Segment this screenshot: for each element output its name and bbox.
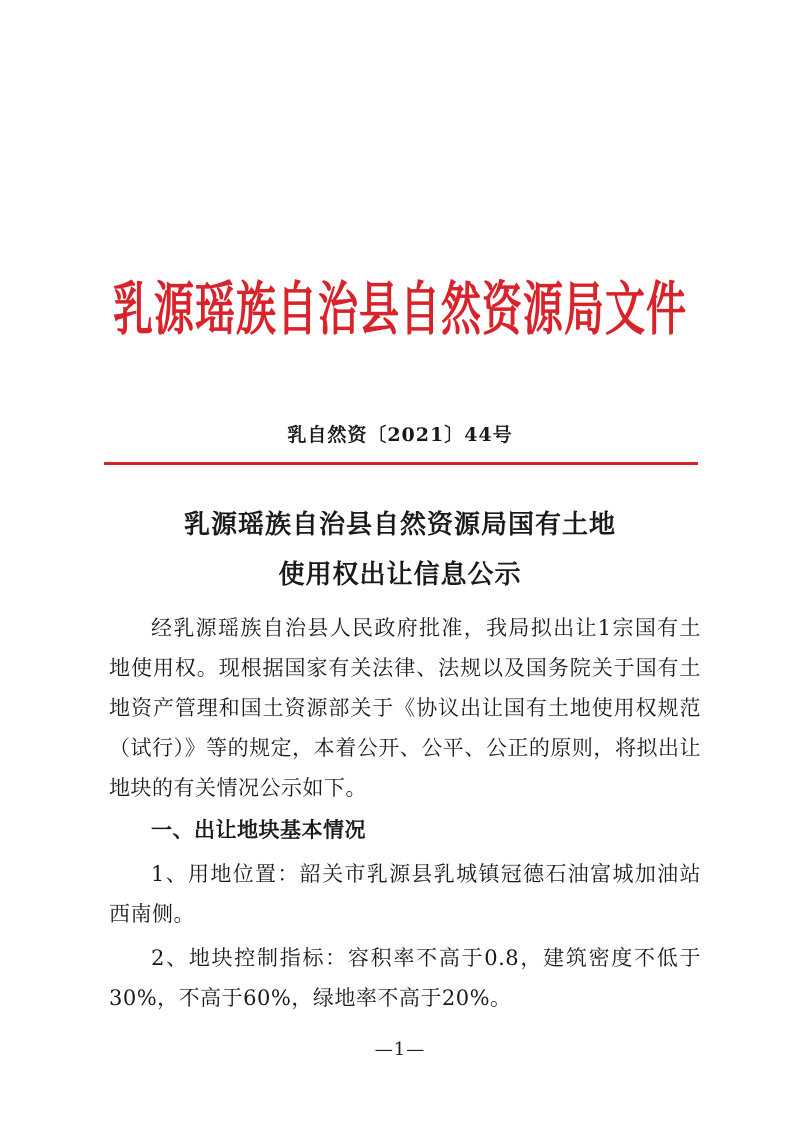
item-control-indicators: 2、地块控制指标：容积率不高于0.8，建筑密度不低于30%，不高于60%，绿地率不高于20%。 bbox=[109, 946, 701, 1010]
notice-body bbox=[109, 608, 701, 1018]
section-heading-basic-info: 一、出让地块基本情况 bbox=[151, 818, 366, 842]
intro-paragraph: 经乳源瑶族自治县人民政府批准，我局拟出让1宗国有土地使用权。现根据国家有关法律、法规以及国务院关于国有土地资产管理和国土资源部关于《协议出让国有土地使用权规范（试行）》等的规定，本着公开、公平、公正的原则，将拟出让地块的有关情况公示如下。 bbox=[109, 616, 701, 800]
agency-header-title: 乳源瑶族自治县自然资源局文件 bbox=[113, 275, 687, 344]
red-separator-line bbox=[104, 462, 698, 465]
document-number: 乳自然资〔2021〕44号 bbox=[287, 424, 513, 446]
notice-title-line-1: 乳源瑶族自治县自然资源局国有土地 bbox=[183, 510, 616, 540]
notice-title bbox=[100, 500, 700, 600]
item-land-location: 1、用地位置：韶关市乳源县乳城镇冠德石油富城加油站西南侧。 bbox=[109, 862, 701, 926]
notice-title-line-2: 使用权出让信息公示 bbox=[278, 560, 522, 590]
page-number: —1— bbox=[374, 1039, 426, 1060]
